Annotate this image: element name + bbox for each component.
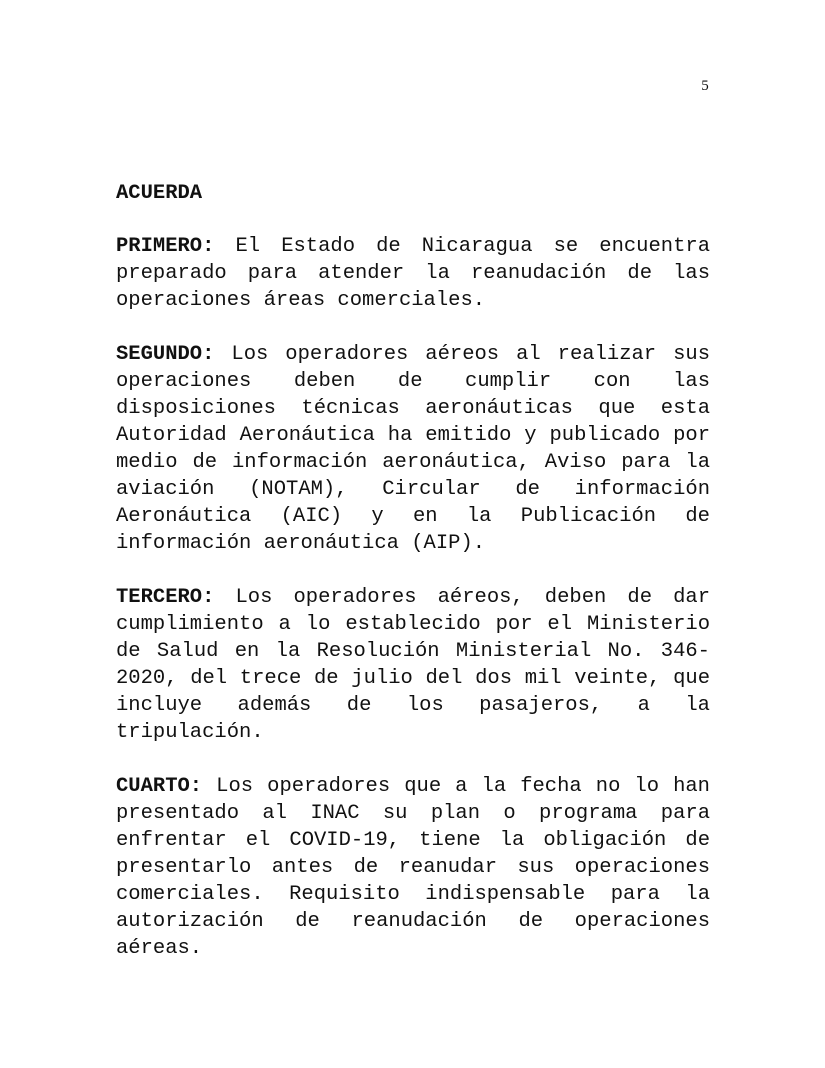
- paragraph-primero: [116, 233, 710, 314]
- page-number: 5: [701, 78, 709, 94]
- paragraph-label: TERCERO:: [116, 586, 215, 609]
- document-body: [116, 180, 710, 989]
- paragraph-text: Los operadores aéreos, deben de dar cumplimiento a lo establecido por el Ministerio de Salud en la Resolución Ministerial No. 346-2020, del trece de julio del dos mil veinte, que incluye además de los pasajeros, a la tripulación.: [116, 586, 710, 744]
- paragraph-label: CUARTO:: [116, 775, 203, 798]
- paragraph-cuarto: [116, 773, 710, 962]
- paragraph-tercero: [116, 584, 710, 746]
- paragraph-text: Los operadores aéreos al realizar sus operaciones deben de cumplir con las disposiciones técnicas aeronáuticas que esta Autoridad Aeronáutica ha emitido y publicado por medio de información aeronáutica, Aviso para la aviación (NOTAM), Circular de información Aeronáutica (AIC) y en la Publicación de información aeronáutica (AIP).: [116, 343, 710, 555]
- section-heading: ACUERDA: [116, 182, 203, 205]
- paragraph-text: Los operadores que a la fecha no lo han presentado al INAC su plan o programa para enfrentar el COVID-19, tiene la obligación de presentarlo antes de reanudar sus operaciones comerciales. Requisito indispensable para la autorización de reanudación de operaciones aéreas.: [116, 775, 710, 960]
- paragraph-label: SEGUNDO:: [116, 343, 215, 366]
- paragraph-segundo: [116, 341, 710, 557]
- paragraph-text: El Estado de Nicaragua se encuentra preparado para atender la reanudación de las operaciones áreas comerciales.: [116, 235, 710, 312]
- paragraph-label: PRIMERO:: [116, 235, 215, 258]
